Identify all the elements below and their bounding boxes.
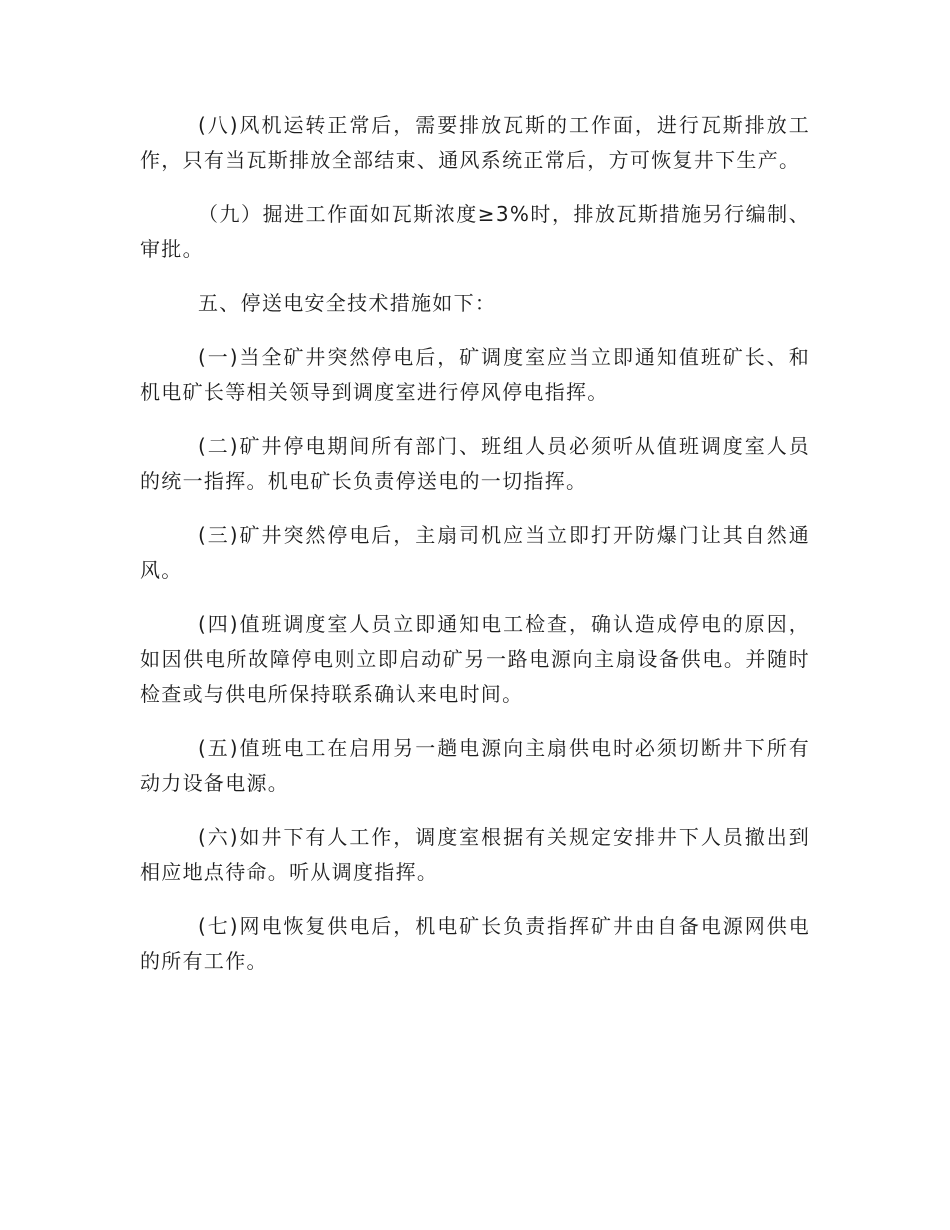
paragraph-item-1: (一)当全矿井突然停电后，矿调度室应当立即通知值班矿长、和机电矿长等相关领导到调度室进行停风停电指挥。 bbox=[140, 345, 810, 404]
paragraph-item-6: (六)如井下有人工作，调度室根据有关规定安排井下人员撤出到相应地点待命。听从调度指挥。 bbox=[140, 825, 810, 884]
section-heading-5: 五、停送电安全技术措施如下： bbox=[198, 291, 497, 315]
paragraph-item-2: (二)矿井停电期间所有部门、班组人员必须听从值班调度室人员的统一指挥。机电矿长负责停送电的一切指挥。 bbox=[140, 434, 810, 493]
paragraph-item-7: (七)网电恢复供电后，机电矿长负责指挥矿井由自备电源网供电的所有工作。 bbox=[140, 914, 810, 973]
paragraph-item-8: (八)风机运转正常后，需要排放瓦斯的工作面，进行瓦斯排放工作，只有当瓦斯排放全部结束、通风系统正常后，方可恢复井下生产。 bbox=[140, 113, 810, 172]
paragraph-item-9: （九）掘进工作面如瓦斯浓度≥3%时，排放瓦斯措施另行编制、审批。 bbox=[140, 202, 810, 261]
paragraph-item-3: (三)矿井突然停电后，主扇司机应当立即打开防爆门让其自然通风。 bbox=[140, 523, 810, 582]
document-body bbox=[140, 108, 810, 998]
paragraph-item-4: (四)值班调度室人员立即通知电工检查，确认造成停电的原因，如因供电所故障停电则立即启动矿另一路电源向主扇设备供电。并随时检查或与供电所保持联系确认来电时间。 bbox=[140, 612, 810, 706]
paragraph-item-5: (五)值班电工在启用另一趟电源向主扇供电时必须切断井下所有动力设备电源。 bbox=[140, 736, 810, 795]
